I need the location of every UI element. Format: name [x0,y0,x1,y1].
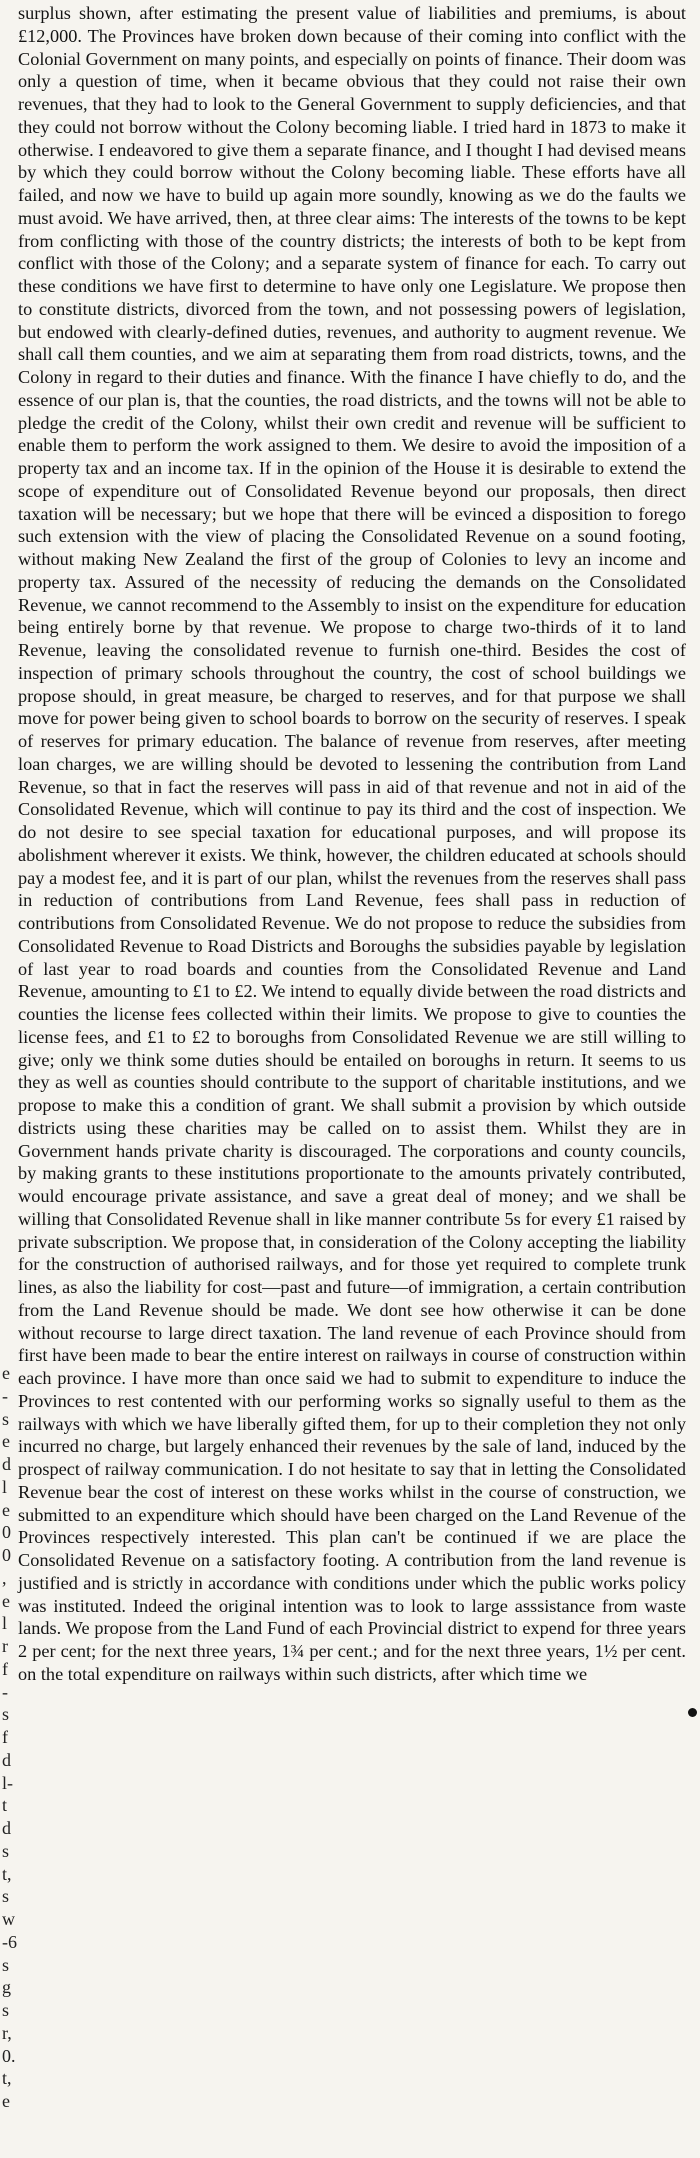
margin-fragment: g [2,1977,11,1998]
margin-fragment: e [2,2091,10,2111]
margin-fragment: d [2,1749,11,1770]
margin-fragment: l- [2,1772,13,1793]
margin-fragment: 0. [2,2045,16,2066]
margin-fragment: s [2,1886,10,1907]
margin-dot [688,1708,697,1717]
margin-fragment: r, [2,2022,12,2043]
margin-fragment: , [2,1567,7,1588]
article-paragraph: surplus shown, after estimating the present value of liabilities and premiums, is about £12,000. The Provinces have broken down because of their coming into conflict with the Colonial Government on many points, and especially on points of finance. Their doom was only a question of time, when it became obvious that they could not raise their own revenues, that they had to look to the General Government to supply deficiencies, and that they could not borrow without the Colony becoming liable. I tried hard in 1873 to make it otherwise. I endeavored to give them a separate finance, and I thought I had devised means by which they could borrow without the Colony becoming liable. These efforts have all failed, and now we have to build up again more soundly, knowing as we do the faults we must avoid. We have arrived, then, at three clear aims: The interests of the towns to be kept from conflicting with those of the country districts; the interests of both to be kept from conflict with those of the Colony; and a separate system of finance for each. To carry out these conditions we have first to determine to have only one Legislature. We propose then to constitute districts, divorced from the town, and not possessing powers of legislation, but endowed with clearly-defined duties, revenues, and authority to augment revenue. We shall call them counties, and we aim at separating them from road districts, towns, and the Colony in regard to their duties and finance. With the finance I have chiefly to do, and the essence of our plan is, that the counties, the road districts, and the towns will not be able to pledge the credit of the Colony, whilst their own credit and revenue will be sufficient to enable them to perform the work assigned to them. We desire to avoid the imposition of a property tax and an income tax. If in the opinion of the House it is desirable to extend the scope of expenditure out of Consolidated Revenue beyond our proposals, then direct taxation will be necessary; but we hope that there will be evinced a disposition to forego such extension with the view of placing the Consolidated Revenue on a sound footing, without making New Zealand the first of the group of Colonies to levy an income and property tax. Assured of the necessity of reducing the demands on the Consolidated Revenue, we cannot recommend to the Assembly to insist on the expenditure for education being entirely borne by that revenue. We propose to charge two-thirds of it to land Revenue, leaving the consolidated revenue to furnish one-third. Besides the cost of inspection of primary schools throughout the country, the cost of school buildings we propose should, in great measure, be charged to reserves, and for that purpose we shall move for power being given to school boards to borrow on the security of reserves. I speak of reserves for primary education. The balance of revenue from reserves, after meeting loan charges, we are willing should be devoted to lessening the contribution from Land Revenue, so that in fact the reserves will pass in aid of that revenue and not in aid of the Consolidated Revenue, which will continue to pay its third and the cost of inspection. We do not desire to see special taxation for educational purposes, and will propose its abolishment wherever it exists. We think, however, the children educated at schools should pay a modest fee, and it is part of our plan, whilst the revenues from the reserves shall pass in reduction of contributions from Land Revenue, fees shall pass in reduction of contributions from Consolidated Revenue. We do not propose to reduce the subsidies from Consolidated Revenue to Road Districts and Boroughs the subsidies payable by legislation of last year to road boards and counties from the Consolidated Revenue and Land Revenue, amounting to £1 to £2. We intend to equally divide between the road districts and counties the license fees collected within their limits. We propose to give to counties the license fees, and £1 to £2 to boroughs from Consolidated Revenue we are still willing to give; only we think some duties should be entailed on boroughs in return. It seems to us they as well as counties should contribute to the support of charitable institutions, and we propose to make this a condition of grant. We shall submit a provision by which outside districts using these charities may be called on to assist them. Whilst they are in Government hands private charity is discouraged. The corporations and county councils, by making grants to these institutions proportionate to the amounts privately contributed, would encourage private assistance, and save a great deal of money; and we shall be willing that Consolidated Revenue shall in like manner contribute 5s for every £1 raised by private subscription. We propose that, in consideration of the Colony accepting the liability for the construction of authorised railways, and for those yet required to complete trunk lines, as also the liability for cost—past and future—of immigration, a certain contribution from the Land Revenue should be made. We dont see how otherwise it can be done without recourse to large direct taxation. The land revenue of each Province should from first have been made to bear the entire interest on railways in course of construction within each province. I have more than once said we had to submit to expenditure to induce the Provinces to rest contented with our performing works so signally useful to them as the railways with which we have liberally gifted them, for up to their completion they not only incurred no charge, but largely enhanced their revenues by the sale of land, induced by the prospect of railway communication. I do not hesitate to say that in letting the Consolidated Revenue bear the cost of interest on these works whilst in the course of construction, we submitted to an expenditure which should have been charged on the Land Revenue of the Provinces respectively interested. This plan can't be continued if we are place the Consolidated Revenue on a satisfactory footing. A contribution from the land revenue is justified and is strictly in accordance with conditions under which the public works policy was instituted. Indeed the original intention was to look to large asssistance from waste lands. We propose from the Land Fund of each Provincial district to expend for three years 2 per cent; for the next three years, 1¾ per cent.; and for the next three years, 1½ per cent. on the total expenditure on railways within such districts, after which time we [18,3,686,1684]
margin-fragment: w [2,1909,15,1929]
margin-fragment: s [2,2000,10,2020]
margin-fragment: e [2,1363,10,1383]
margin-fragment: - [2,1681,8,1702]
margin-fragment: -6 [2,1931,17,1952]
margin-fragment: d [2,1454,11,1474]
margin-fragment: t [2,1795,8,1816]
margin-fragment: d [2,1818,11,1838]
margin-fragment: l [2,1476,8,1497]
margin-fragment: - [2,1385,8,1406]
article-column [18,2,686,1686]
margin-fragment: f [2,1727,8,1747]
margin-fragment: s [2,1840,10,1861]
margin-fragment: t, [2,1863,12,1884]
margin-fragment: s [2,1954,10,1975]
margin-fragment: e [2,1590,10,1611]
margin-fragment: e [2,1431,10,1452]
margin-fragment: t, [2,2068,12,2089]
left-margin-fragments [0,0,17,2158]
margin-fragment: 0 [2,1522,11,1543]
margin-fragment: f [2,1658,8,1679]
margin-fragment: e [2,1499,10,1520]
margin-fragment: l [2,1613,8,1634]
margin-fragment: 0 [2,1545,11,1565]
margin-fragment: r [2,1636,8,1656]
margin-fragment: s [2,1704,10,1725]
margin-fragment: s [2,1408,10,1429]
